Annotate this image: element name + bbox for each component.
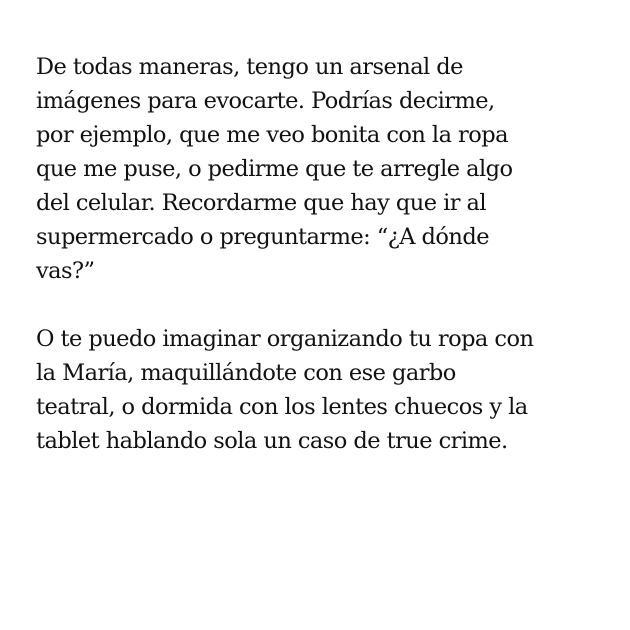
- paragraph-line: imágenes para evocarte. Podrías decirme,: [36, 88, 495, 114]
- paragraph-line: del celular. Recordarme que hay que ir al: [36, 190, 487, 216]
- paragraph-line: O te puedo imaginar organizando tu ropa con: [36, 326, 534, 352]
- paragraph-line: teatral, o dormida con los lentes chuecos y la: [36, 394, 528, 420]
- paragraph-line: supermercado o preguntarme: “¿A dónde: [36, 224, 489, 250]
- paragraph-line: la María, maquillándote con ese garbo: [36, 360, 456, 386]
- paragraph-2: [36, 322, 596, 458]
- paragraph-line: vas?”: [36, 258, 95, 284]
- paragraph-line: que me puse, o pedirme que te arregle algo: [36, 156, 513, 182]
- paragraph-line: por ejemplo, que me veo bonita con la ropa: [36, 122, 508, 148]
- paragraph-line: tablet hablando sola un caso de true crime.: [36, 428, 508, 454]
- text-block: [36, 50, 596, 458]
- paragraph-line: De todas maneras, tengo un arsenal de: [36, 54, 463, 80]
- paragraph-1: [36, 50, 596, 288]
- paragraph-gap: [36, 288, 596, 322]
